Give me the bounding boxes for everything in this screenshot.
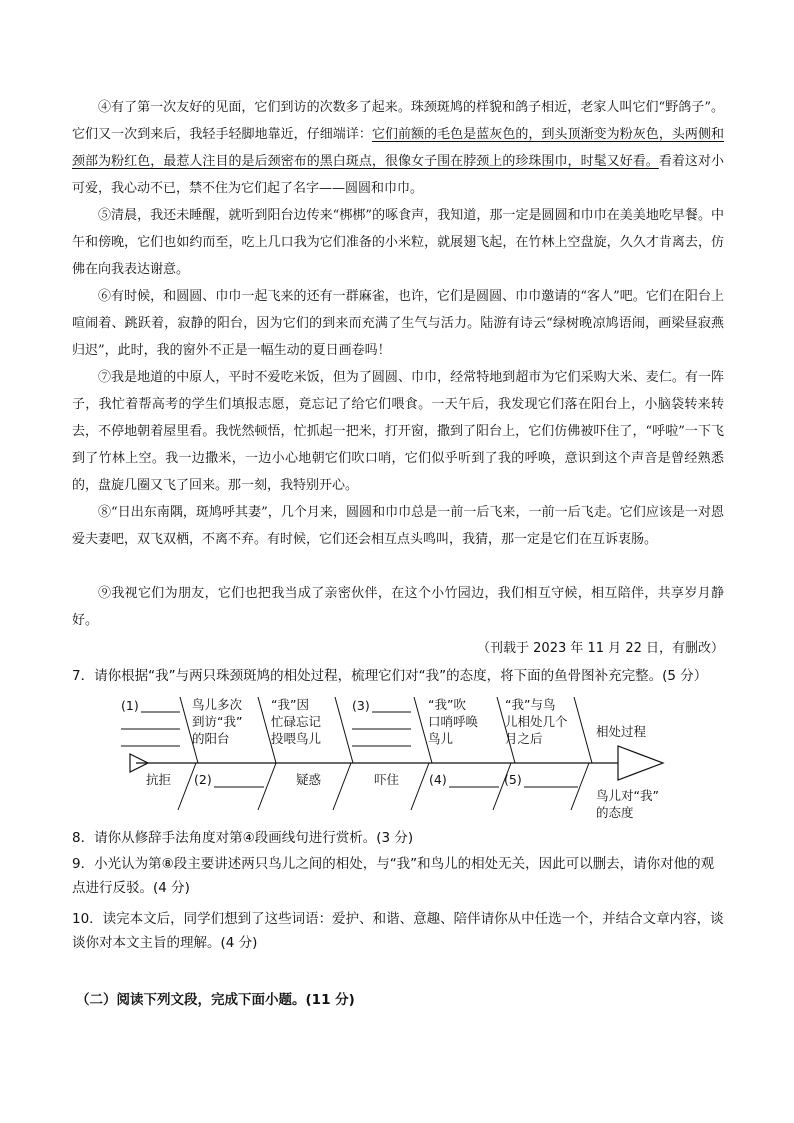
question-8: 8．请你从修辞手法角度对第④段画线句进行赏析。(3 分) [72, 830, 414, 846]
blank-2-label: (2) [194, 772, 212, 787]
question-7: 7．请你根据“我”与两只珠颈斑鸠的相处过程，梳理它们对“我”的态度，将下面的鱼骨图补充完整。(5 分） [72, 668, 708, 684]
event-4-line-3: 鸟儿 [428, 731, 454, 746]
blank-5-label: (5) [504, 772, 522, 787]
source-note: （刊载于 2023 年 11 月 22 日，有删改） [477, 641, 724, 656]
paragraph-5: ⑤清晨，我还未睡醒，就听到阳台边传来“梆梆”的啄食声，我知道，那一定是圆圆和巾巾在美美地吃早餐。中午和傍晚，它们也如约而至，吃上几口我为它们准备的小米粒，就展翅飞起，在竹林上空盘旋，久久才肯离去，仿佛在向我表达谢意。 [72, 208, 724, 277]
top-bone-6 [574, 697, 592, 763]
fishbone-diagram [118, 692, 688, 822]
top-bone-3 [335, 697, 353, 763]
paragraph-6: ⑥有时候，和圆圆、巾巾一起飞来的还有一群麻雀，也许，它们是圆圆、巾巾邀请的“客人”吧。它们在阳台上喧闹着、跳跃着，寂静的阳台，因为它们的到来而充满了生气与活力。陆游有诗云“绿树晚凉鸠语闹，画梁昼寂燕归迟”，此时，我的窗外不正是一幅生动的夏日画卷吗！ [72, 289, 724, 358]
question-9: 9．小光认为第⑧段主要讲述两只鸟儿之间的相处，与“我”和鸟儿的相处无关，因此可以删去，请你对他的观点进行反驳。(4 分) [72, 856, 715, 896]
attitude-label-line-1: 鸟儿对“我” [596, 788, 659, 803]
paragraph-4 [72, 94, 724, 202]
event-2-line-3: 投喂鸟儿 [271, 731, 322, 746]
attitude-4: 吓住 [374, 772, 400, 787]
paragraph-9: ⑨我视它们为朋友，它们也把我当成了亲密伙伴，在这个小竹园边，我们相互守候，相互陪伴，共享岁月静好。 [72, 586, 724, 628]
paragraph-4-underlined-sentence: 它们前额的毛色是蓝灰色的，到头顶渐变为粉灰色，头两侧和颈部为粉红色，最惹人注目的是后颈密布的黑白斑点，很像女子围在脖颈上的珍珠围巾，时髦又好看。 [72, 127, 724, 169]
event-4-line-1: “我”吹 [428, 697, 466, 712]
attitude-3: 疑惑 [296, 772, 322, 787]
blank-3-label: (3) [352, 698, 370, 713]
event-5-line-3: 月之后 [505, 731, 543, 746]
event-1-line-1: 鸟儿多次 [192, 697, 243, 712]
event-1-line-2: 到访“我” [192, 714, 243, 729]
question-10: 10．读完本文后，同学们想到了这些词语：爱护、和谐、意趣、陪伴请你从中任选一个，并结合文章内容，谈谈你对本文主旨的理解。(4 分) [72, 911, 724, 951]
paragraph-4-text-b: 看着这对小可爱，我心动不已，禁不住为它们起了名字——圆圆和巾巾。 [72, 154, 724, 196]
paragraph-4-text-a: ④有了第一次友好的见面，它们到访的次数多了起来。珠颈斑鸠的样貌和鸽子相近，老家人叫它们“野鸽子”。它们又一次到来后，我轻手轻脚地靠近，仔细端详： [72, 100, 724, 142]
attitude-1: 抗拒 [146, 772, 172, 787]
event-1-line-3: 的阳台 [192, 731, 230, 746]
event-2-line-2: 忙碌忘记 [271, 714, 322, 729]
event-5-line-1: “我”与鸟 [505, 697, 556, 712]
paragraph-7: ⑦我是地道的中原人，平时不爱吃米饭，但为了圆圆、巾巾，经常特地到超市为它们采购大米、麦仁。有一阵子，我忙着帮高考的学生们填报志愿，竟忘记了给它们喂食。一天午后，我发现它们落在阳台上，小脑袋转来转去，不停地朝着屋里看。我恍然顿悟，忙抓起一把米，打开窗，撒到了阳台上，它们仿佛被吓住了，“呼啦”一下飞到了竹林上空。我一边撒米，一边小心地朝它们吹口哨，它们似乎听到了我的呼唤，意识到这个声音是曾经熟悉的，盘旋几圈又飞了回来。那一刻，我特别开心。 [72, 370, 724, 493]
paragraph-8: ⑧“日出东南隅，斑鸠呼其妻”，几个月来，圆圆和巾巾总是一前一后飞来，一前一后飞走。它们应该是一对恩爱夫妻吧，双飞双栖，不离不弃。有时候，它们还会相互点头鸣叫，我猜，那一定是它们在互诉衷肠。 [72, 505, 724, 547]
blank-4-label: (4) [429, 772, 447, 787]
fishbone-head [618, 746, 663, 780]
event-5-line-2: 儿相处几个 [505, 714, 568, 729]
blank-1-label: (1) [121, 698, 139, 713]
event-2-line-1: “我”因 [271, 697, 309, 712]
event-4-line-2: 口哨呼唤 [428, 714, 479, 729]
bottom-bone-4 [411, 763, 429, 810]
section-title: （二）阅读下列文段，完成下面小题。(11 分) [76, 992, 355, 1008]
attitude-label-line-2: 的态度 [596, 805, 634, 820]
bottom-bone-3 [333, 763, 351, 810]
process-label: 相处过程 [596, 724, 647, 739]
